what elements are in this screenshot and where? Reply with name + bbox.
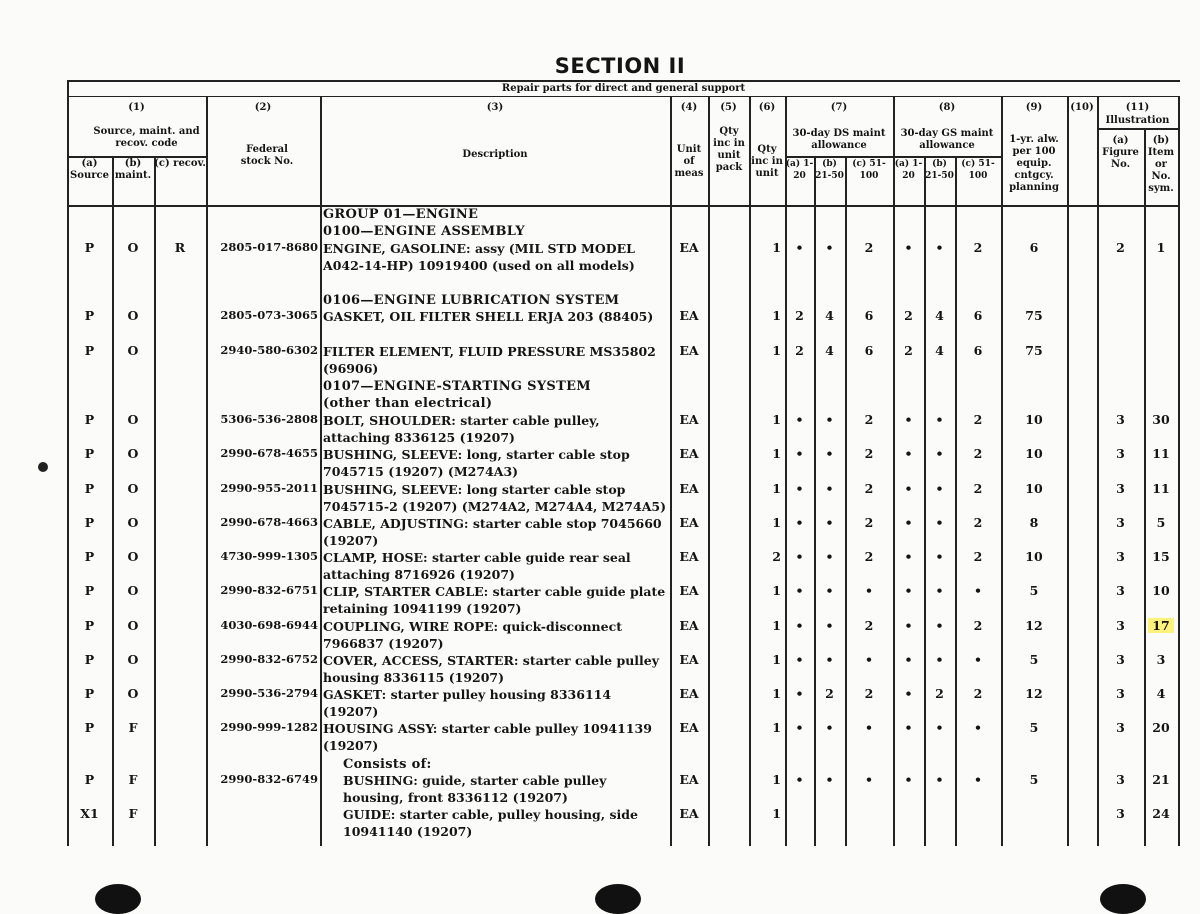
binder-hole	[595, 884, 641, 914]
cell-fsn: 2990-678-4663	[220, 515, 318, 529]
cell-qty: 1	[772, 446, 781, 461]
cell-src: P	[84, 618, 95, 633]
cell-gs-2: •	[974, 652, 982, 667]
cell-fsn: 5306-536-2808	[220, 412, 318, 426]
cell-unit: EA	[679, 806, 699, 821]
col2-title: Federal stock No.	[240, 144, 294, 167]
cell-ds-0: •	[795, 446, 804, 461]
cell-gs-1: •	[935, 549, 944, 564]
cell-src: P	[84, 481, 95, 496]
col8c-header: (c) 51-100	[961, 159, 995, 181]
cell-unit: EA	[679, 618, 699, 633]
cell-yr: 10	[1025, 412, 1043, 427]
col3-number: (3)	[486, 102, 504, 113]
cell-description: CLAMP, HOSE: starter cable guide rear seal attaching 8716926 (19207)	[323, 550, 631, 582]
cell-gs-1: •	[935, 515, 944, 530]
col1b-header: (b) maint.	[114, 158, 152, 181]
cell-mnt: O	[127, 686, 139, 701]
cell-qty: 1	[772, 343, 781, 358]
col11a-header: (a) Figure No.	[1102, 135, 1139, 170]
cell-qty: 1	[772, 686, 781, 701]
col6-number: (6)	[758, 102, 776, 113]
cell-fsn: 4030-698-6944	[220, 618, 318, 632]
cell-ds-2: •	[865, 583, 873, 598]
cell-src: P	[84, 515, 95, 530]
cell-fsn: 2990-832-6751	[220, 583, 318, 597]
cell-fsn: 2990-955-2011	[220, 481, 318, 495]
cell-src: P	[84, 549, 95, 564]
cell-item: 30	[1152, 412, 1170, 427]
cell-gs-2: 2	[973, 515, 983, 530]
col1-number: (1)	[128, 102, 145, 113]
subgroup-heading: 0107—ENGINE-STARTING SYSTEM	[323, 379, 591, 394]
cell-ds-1: •	[825, 618, 834, 633]
cell-mnt: O	[127, 240, 139, 255]
cell-yr: 5	[1029, 772, 1039, 787]
cell-item	[1144, 618, 1178, 633]
cell-src: P	[84, 308, 95, 323]
cell-ds-1: •	[825, 583, 834, 598]
col1a-header: (a) Source	[70, 158, 109, 181]
cell-unit: EA	[679, 412, 699, 427]
cell-description: BOLT, SHOULDER: starter cable pulley, attaching 8336125 (19207)	[323, 413, 600, 445]
cell-gs-1: 4	[935, 308, 944, 323]
cell-item: 1	[1156, 240, 1166, 255]
cell-fsn: 2805-017-8680	[220, 240, 318, 254]
cell-unit: EA	[679, 515, 699, 530]
cell-qty: 2	[772, 549, 781, 564]
cell-gs-0: •	[904, 686, 913, 701]
cell-description: BUSHING, SLEEVE: long, starter cable stop 7045715 (19207) (M274A3)	[323, 447, 630, 479]
cell-ds-1: •	[825, 412, 834, 427]
table-banner: Repair parts for direct and general support	[67, 80, 1180, 97]
cell-unit: EA	[679, 652, 699, 667]
cell-yr: 5	[1029, 652, 1039, 667]
cell-mnt: O	[127, 446, 139, 461]
cell-gs-0: •	[904, 652, 913, 667]
cell-fig: 3	[1116, 652, 1125, 667]
cell-ds-1: •	[825, 515, 834, 530]
cell-gs-2: 2	[973, 240, 983, 255]
col9-title: 1-yr. alw. per 100 equip. cntgcy. planning	[1009, 134, 1059, 193]
cell-qty: 1	[772, 308, 781, 323]
cell-fsn: 2940-580-6302	[220, 343, 318, 357]
cell-item: 15	[1152, 549, 1170, 564]
cell-ds-0: •	[795, 412, 804, 427]
cell-ds-2: •	[865, 652, 873, 667]
cell-mnt: O	[127, 412, 139, 427]
cell-ds-0: 2	[795, 308, 804, 323]
cell-description: ENGINE, GASOLINE: assy (MIL STD MODEL A042-14-HP) 10919400 (used on all models)	[323, 241, 635, 273]
cell-qty: 1	[772, 481, 781, 496]
cell-src: P	[84, 343, 95, 358]
cell-description: BUSHING, SLEEVE: long starter cable stop 7045715-2 (19207) (M274A2, M274A4, M274A5)	[323, 482, 666, 514]
cell-ds-2: •	[865, 720, 873, 735]
cell-yr: 12	[1025, 618, 1043, 633]
cell-yr: 10	[1025, 481, 1043, 496]
cell-ds-1: •	[825, 446, 834, 461]
cell-gs-2: 6	[973, 308, 983, 323]
cell-src: P	[84, 686, 95, 701]
cell-gs-1: •	[935, 720, 944, 735]
margin-mark	[38, 462, 48, 472]
col5-number: (5)	[720, 102, 737, 113]
highlighted-item: 17	[1148, 618, 1173, 633]
cell-yr: 10	[1025, 446, 1043, 461]
cell-mnt: O	[127, 618, 139, 633]
cell-gs-1: •	[935, 481, 944, 496]
cell-unit: EA	[679, 720, 699, 735]
cell-qty: 1	[772, 412, 781, 427]
cell-src: P	[84, 583, 95, 598]
cell-gs-1: •	[935, 772, 944, 787]
cell-ds-0: •	[795, 772, 804, 787]
cell-gs-0: •	[904, 720, 913, 735]
cell-qty: 1	[772, 515, 781, 530]
cell-gs-0: •	[904, 446, 913, 461]
cell-fig: 3	[1116, 515, 1125, 530]
col8b-header: (b) 21-50	[925, 159, 954, 181]
subgroup-heading: 0100—ENGINE ASSEMBLY	[323, 224, 525, 239]
cell-ds-0: •	[795, 720, 804, 735]
cell-item: 10	[1152, 583, 1170, 598]
cell-yr: 5	[1029, 720, 1039, 735]
cell-unit: EA	[679, 343, 699, 358]
cell-src: P	[84, 652, 95, 667]
cell-fig: 3	[1116, 481, 1125, 496]
cell-gs-2: 2	[973, 549, 983, 564]
cell-mnt: O	[127, 515, 139, 530]
cell-gs-0: 2	[904, 343, 913, 358]
cell-gs-2: 2	[973, 446, 983, 461]
col9-number: (9)	[1025, 102, 1043, 113]
cell-ds-0: •	[795, 240, 804, 255]
cell-ds-2: 6	[864, 308, 874, 323]
cell-item: 11	[1152, 481, 1170, 496]
cell-unit: EA	[679, 686, 699, 701]
cell-gs-2: 2	[973, 686, 983, 701]
cell-unit: EA	[679, 549, 699, 564]
cell-ds-2: •	[865, 772, 873, 787]
parts-table	[67, 80, 1180, 846]
col7c-header: (c) 51-100	[852, 159, 886, 181]
cell-item: 4	[1156, 686, 1166, 701]
cell-fig: 3	[1116, 686, 1125, 701]
cell-ds-0: •	[795, 549, 804, 564]
col2-number: (2)	[254, 102, 272, 113]
cell-fig: 3	[1116, 549, 1125, 564]
cell-gs-2: 2	[973, 412, 983, 427]
subgroup-heading: 0106—ENGINE LUBRICATION SYSTEM	[323, 293, 620, 308]
cell-mnt: O	[127, 481, 139, 496]
cell-gs-0: •	[904, 481, 913, 496]
cell-gs-2: 6	[973, 343, 983, 358]
cell-src: P	[84, 240, 95, 255]
cell-gs-1: 4	[935, 343, 944, 358]
cell-gs-2: •	[974, 772, 982, 787]
cell-ds-0: •	[795, 652, 804, 667]
col4-number: (4)	[680, 102, 698, 113]
cell-fig: 2	[1116, 240, 1125, 255]
cell-ds-0: •	[795, 583, 804, 598]
cell-fig: 3	[1116, 412, 1125, 427]
cell-gs-2: 2	[973, 481, 983, 496]
cell-description: CABLE, ADJUSTING: starter cable stop 7045660 (19207)	[323, 516, 662, 548]
cell-mnt: O	[127, 308, 139, 323]
col3-title: Description	[462, 149, 528, 160]
cell-yr: 10	[1025, 549, 1043, 564]
cell-fig: 3	[1116, 583, 1125, 598]
col7-title: 30-day DS maint allowance	[792, 128, 886, 151]
cell-gs-1: •	[935, 652, 944, 667]
cell-mnt: F	[128, 806, 138, 821]
col8a-header: (a) 1-20	[894, 159, 923, 181]
cell-ds-2: 2	[864, 446, 874, 461]
cell-mnt: O	[127, 652, 139, 667]
cell-item: 21	[1152, 772, 1170, 787]
col7b-header: (b) 21-50	[815, 159, 844, 181]
cell-gs-0: •	[904, 772, 913, 787]
cell-fsn: 2990-832-6752	[220, 652, 318, 666]
cell-fig: 3	[1116, 806, 1125, 821]
cell-gs-0: 2	[904, 308, 913, 323]
cell-description: GUIDE: starter cable, pulley housing, side 10941140 (19207)	[343, 807, 638, 839]
subgroup-note: (other than electrical)	[323, 396, 493, 411]
cell-qty: 1	[772, 806, 781, 821]
cell-fig: 3	[1116, 618, 1125, 633]
cell-yr: 6	[1029, 240, 1039, 255]
cell-item: 11	[1152, 446, 1170, 461]
cell-ds-1: •	[825, 240, 834, 255]
cell-ds-2: 2	[864, 515, 874, 530]
cell-fig: 3	[1116, 720, 1125, 735]
cell-ds-1: 4	[825, 308, 834, 323]
cell-qty: 1	[772, 240, 781, 255]
cell-fsn: 2990-678-4655	[220, 446, 318, 460]
cell-unit: EA	[679, 481, 699, 496]
cell-description: BUSHING: guide, starter cable pulley housing, front 8336112 (19207)	[343, 773, 607, 805]
cell-ds-2: 6	[864, 343, 874, 358]
cell-unit: EA	[679, 308, 699, 323]
group-heading: GROUP 01—ENGINE	[323, 207, 479, 222]
cell-src: P	[84, 772, 95, 787]
cell-qty: 1	[772, 772, 781, 787]
cell-gs-1: •	[935, 446, 944, 461]
cell-description: COVER, ACCESS, STARTER: starter cable pulley housing 8336115 (19207)	[323, 653, 659, 685]
cell-yr: 75	[1025, 343, 1043, 358]
cell-item: 5	[1156, 515, 1166, 530]
col6-title: Qty inc in unit	[751, 144, 783, 179]
cell-src: X1	[80, 806, 99, 821]
cell-ds-1: •	[825, 481, 834, 496]
cell-fsn: 2990-999-1282	[220, 720, 318, 734]
cell-gs-2: •	[974, 720, 982, 735]
cell-ds-2: 2	[864, 549, 874, 564]
cell-ds-0: •	[795, 618, 804, 633]
cell-description: COUPLING, WIRE ROPE: quick-disconnect 7966837 (19207)	[323, 619, 622, 651]
cell-unit: EA	[679, 446, 699, 461]
cell-src: P	[84, 412, 95, 427]
cell-ds-2: 2	[864, 412, 874, 427]
cell-yr: 12	[1025, 686, 1043, 701]
cell-gs-1: •	[935, 240, 944, 255]
col1c-header: (c) recov.	[154, 158, 206, 169]
cell-item: 3	[1156, 652, 1166, 667]
cell-mnt: O	[127, 583, 139, 598]
cell-fsn: 2805-073-3065	[220, 308, 318, 322]
cell-yr: 75	[1025, 308, 1043, 323]
cell-gs-0: •	[904, 515, 913, 530]
cell-fig: 3	[1116, 446, 1125, 461]
cell-gs-0: •	[904, 240, 913, 255]
cell-description: HOUSING ASSY: starter cable pulley 10941139 (19207)	[323, 721, 652, 753]
col1-title: Source, maint. and recov. code	[93, 126, 200, 149]
cell-ds-2: 2	[864, 618, 874, 633]
cell-ds-1: 4	[825, 343, 834, 358]
cell-src: P	[84, 446, 95, 461]
col5-title: Qty inc in unit pack	[713, 126, 745, 173]
cell-ds-2: 2	[864, 481, 874, 496]
cell-ds-0: •	[795, 481, 804, 496]
cell-gs-0: •	[904, 549, 913, 564]
cell-fsn: 4730-999-1305	[220, 549, 318, 563]
cell-gs-1: •	[935, 583, 944, 598]
col11-number: (11)	[1125, 102, 1150, 113]
cell-qty: 1	[772, 720, 781, 735]
cell-fig: 3	[1116, 772, 1125, 787]
cell-qty: 1	[772, 652, 781, 667]
cell-ds-2: 2	[864, 240, 874, 255]
cell-ds-0: •	[795, 686, 804, 701]
cell-mnt: O	[127, 343, 139, 358]
col8-number: (8)	[938, 102, 956, 113]
cell-mnt: F	[128, 772, 138, 787]
cell-ds-1: •	[825, 720, 834, 735]
cell-gs-2: 2	[973, 618, 983, 633]
cell-gs-1: 2	[935, 686, 944, 701]
cell-ds-2: 2	[864, 686, 874, 701]
cell-item: 24	[1152, 806, 1170, 821]
cell-gs-1: •	[935, 412, 944, 427]
section-title: SECTION II	[554, 54, 686, 78]
cell-ds-1: •	[825, 549, 834, 564]
binder-hole	[95, 884, 141, 914]
cell-ds-0: 2	[795, 343, 804, 358]
col8-title: 30-day GS maint allowance	[900, 128, 994, 151]
col10-number: (10)	[1070, 102, 1094, 113]
cell-fsn: 2990-832-6749	[220, 772, 318, 786]
cell-ds-0: •	[795, 515, 804, 530]
col7a-header: (a) 1-20	[785, 159, 814, 181]
cell-qty: 1	[772, 583, 781, 598]
cell-gs-1: •	[935, 618, 944, 633]
consists-of-note: Consists of:	[343, 757, 432, 772]
cell-unit: EA	[679, 583, 699, 598]
col4-title: Unit of meas	[674, 144, 704, 179]
cell-unit: EA	[679, 772, 699, 787]
col11-title: Illustration	[1105, 115, 1170, 126]
cell-description: GASKET: starter pulley housing 8336114 (19207)	[323, 687, 612, 719]
cell-src: P	[84, 720, 95, 735]
cell-description: CLIP, STARTER CABLE: starter cable guide plate retaining 10941199 (19207)	[323, 584, 666, 616]
col7-number: (7)	[830, 102, 848, 113]
cell-fsn: 2990-536-2794	[220, 686, 318, 700]
cell-ds-1: 2	[825, 686, 834, 701]
cell-description: GASKET, OIL FILTER SHELL ERJA 203 (88405)	[323, 309, 654, 324]
cell-gs-2: •	[974, 583, 982, 598]
cell-item: 20	[1152, 720, 1170, 735]
cell-qty: 1	[772, 618, 781, 633]
binder-hole	[1100, 884, 1146, 914]
cell-gs-0: •	[904, 412, 913, 427]
cell-gs-0: •	[904, 618, 913, 633]
cell-yr: 5	[1029, 583, 1039, 598]
cell-mnt: F	[128, 720, 138, 735]
cell-gs-0: •	[904, 583, 913, 598]
cell-rec: R	[174, 240, 186, 255]
cell-mnt: O	[127, 549, 139, 564]
cell-ds-1: •	[825, 772, 834, 787]
cell-description: FILTER ELEMENT, FLUID PRESSURE MS35802 (96906)	[323, 344, 656, 376]
cell-yr: 8	[1029, 515, 1039, 530]
cell-unit: EA	[679, 240, 699, 255]
cell-ds-1: •	[825, 652, 834, 667]
col11b-header: (b) Item or No. sym.	[1147, 135, 1175, 194]
